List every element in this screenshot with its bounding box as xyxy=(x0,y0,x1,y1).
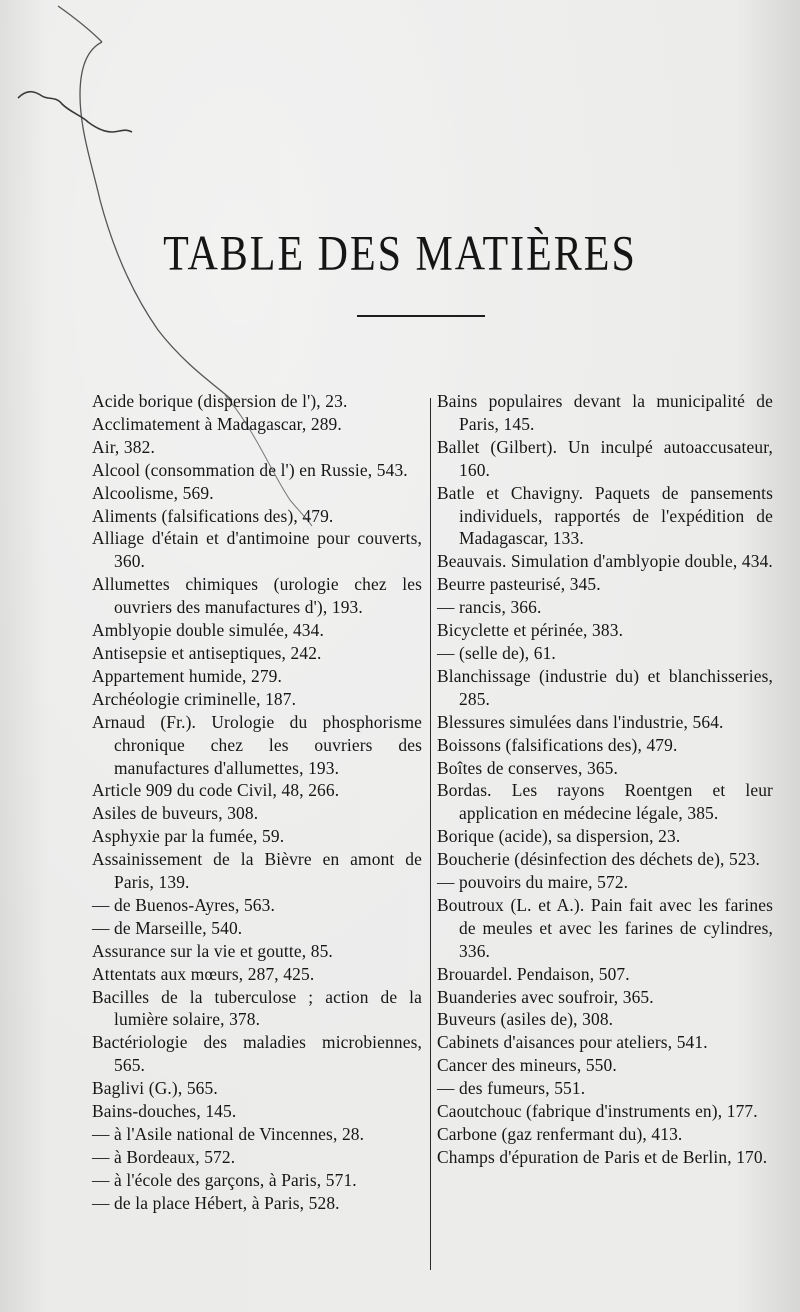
index-entry: Boutroux (L. et A.). Pain fait avec les farines de meules et avec les farines de cylindres, 336. xyxy=(437,894,773,961)
index-entry: Beurre pasteurisé, 345. xyxy=(437,574,601,595)
index-entry: Assainissement de la Bièvre en amont de Paris, 139. xyxy=(92,849,422,893)
index-entry: — à Bordeaux, 572. xyxy=(92,1146,236,1167)
index-entry: Aliments (falsifications des), 479. xyxy=(92,505,334,526)
index-entry: Antisepsie et antiseptiques, 242. xyxy=(92,642,322,663)
index-entry: — à l'école des garçons, à Paris, 571. xyxy=(92,1169,357,1190)
index-entry: Bordas. Les rayons Roentgen et leur application en médecine légale, 385. xyxy=(437,780,773,824)
index-entry: Bacilles de la tuberculose ; action de la lumière solaire, 378. xyxy=(92,986,422,1030)
index-entry: — rancis, 366. xyxy=(437,597,542,618)
index-entry: — (selle de), 61. xyxy=(437,642,556,663)
page-title: TABLE DES MATIÈRES xyxy=(163,227,637,282)
index-entry: — pouvoirs du maire, 572. xyxy=(437,872,629,893)
right-column xyxy=(437,390,773,1169)
index-entry: Borique (acide), sa dispersion, 23. xyxy=(437,826,681,847)
index-entry: Blanchissage (industrie du) et blanchisseries, 285. xyxy=(437,665,773,709)
index-entry: Cancer des mineurs, 550. xyxy=(437,1055,617,1076)
index-entry: Brouardel. Pendaison, 507. xyxy=(437,963,630,984)
index-entry: Bicyclette et périnée, 383. xyxy=(437,620,624,641)
index-entry: Article 909 du code Civil, 48, 266. xyxy=(92,780,340,801)
index-entry: Batle et Chavigny. Paquets de pansements individuels, rapportés de l'expédition de Madagascar, 133. xyxy=(437,482,773,549)
index-entry: Carbone (gaz renfermant du), 413. xyxy=(437,1124,683,1144)
index-entry: — de la place Hébert, à Paris, 528. xyxy=(92,1192,340,1213)
index-entry: — des fumeurs, 551. xyxy=(437,1078,586,1099)
index-entry: Blessures simulées dans l'industrie, 564. xyxy=(437,711,724,732)
index-entry: Acide borique (dispersion de l'), 23. xyxy=(92,391,348,411)
index-entry: Alcoolisme, 569. xyxy=(92,482,214,503)
index-entry: Archéologie criminelle, 187. xyxy=(92,688,297,709)
index-entry: Beauvais. Simulation d'amblyopie double, 434. xyxy=(437,551,773,572)
index-entry: — de Buenos-Ayres, 563. xyxy=(92,894,275,915)
index-entry: Appartement humide, 279. xyxy=(92,665,283,686)
index-entry: Allumettes chimiques (urologie chez les ouvriers des manufactures d'), 193. xyxy=(92,574,422,618)
index-entry: Bains populaires devant la municipalité de Paris, 145. xyxy=(437,391,773,434)
index-entry: Amblyopie double simulée, 434. xyxy=(92,620,324,641)
index-entry: Bactériologie des maladies microbiennes, 565. xyxy=(92,1032,422,1076)
index-entry: Alliage d'étain et d'antimoine pour couverts, 360. xyxy=(92,528,422,572)
index-entry: — de Marseille, 540. xyxy=(92,917,243,938)
index-entry: Baglivi (G.), 565. xyxy=(92,1078,218,1099)
index-entry: Bains-douches, 145. xyxy=(92,1101,237,1122)
index-entry: Buanderies avec soufroir, 365. xyxy=(437,986,654,1007)
index-entry: Boucherie (désinfection des déchets de), 523. xyxy=(437,849,761,870)
left-column xyxy=(92,390,422,1215)
index-entry: Boîtes de conserves, 365. xyxy=(437,757,619,778)
index-entry: Ballet (Gilbert). Un inculpé autoaccusateur, 160. xyxy=(437,436,773,480)
index-entry: Air, 382. xyxy=(92,436,155,457)
index-entry: Assurance sur la vie et goutte, 85. xyxy=(92,940,333,961)
title-rule xyxy=(357,315,485,317)
index-entry: Asphyxie par la fumée, 59. xyxy=(92,826,285,847)
index-entry: Alcool (consommation de l') en Russie, 543. xyxy=(92,459,408,480)
index-entry: Caoutchouc (fabrique d'instruments en), 177. xyxy=(437,1101,758,1122)
index-entry: Arnaud (Fr.). Urologie du phosphorisme chronique chez les ouvriers des manufactures d'allumettes, 193. xyxy=(92,711,422,778)
index-entry: Boissons (falsifications des), 479. xyxy=(437,734,678,755)
index-entry: Attentats aux mœurs, 287, 425. xyxy=(92,963,315,984)
index-entry: — à l'Asile national de Vincennes, 28. xyxy=(92,1124,365,1144)
index-entry: Champs d'épuration de Paris et de Berlin, 170. xyxy=(437,1146,768,1167)
column-divider xyxy=(430,398,431,1270)
index-entry: Asiles de buveurs, 308. xyxy=(92,803,259,824)
index-entry: Acclimatement à Madagascar, 289. xyxy=(92,413,342,434)
index-entry: Buveurs (asiles de), 308. xyxy=(437,1009,614,1030)
index-entry: Cabinets d'aisances pour ateliers, 541. xyxy=(437,1032,708,1053)
